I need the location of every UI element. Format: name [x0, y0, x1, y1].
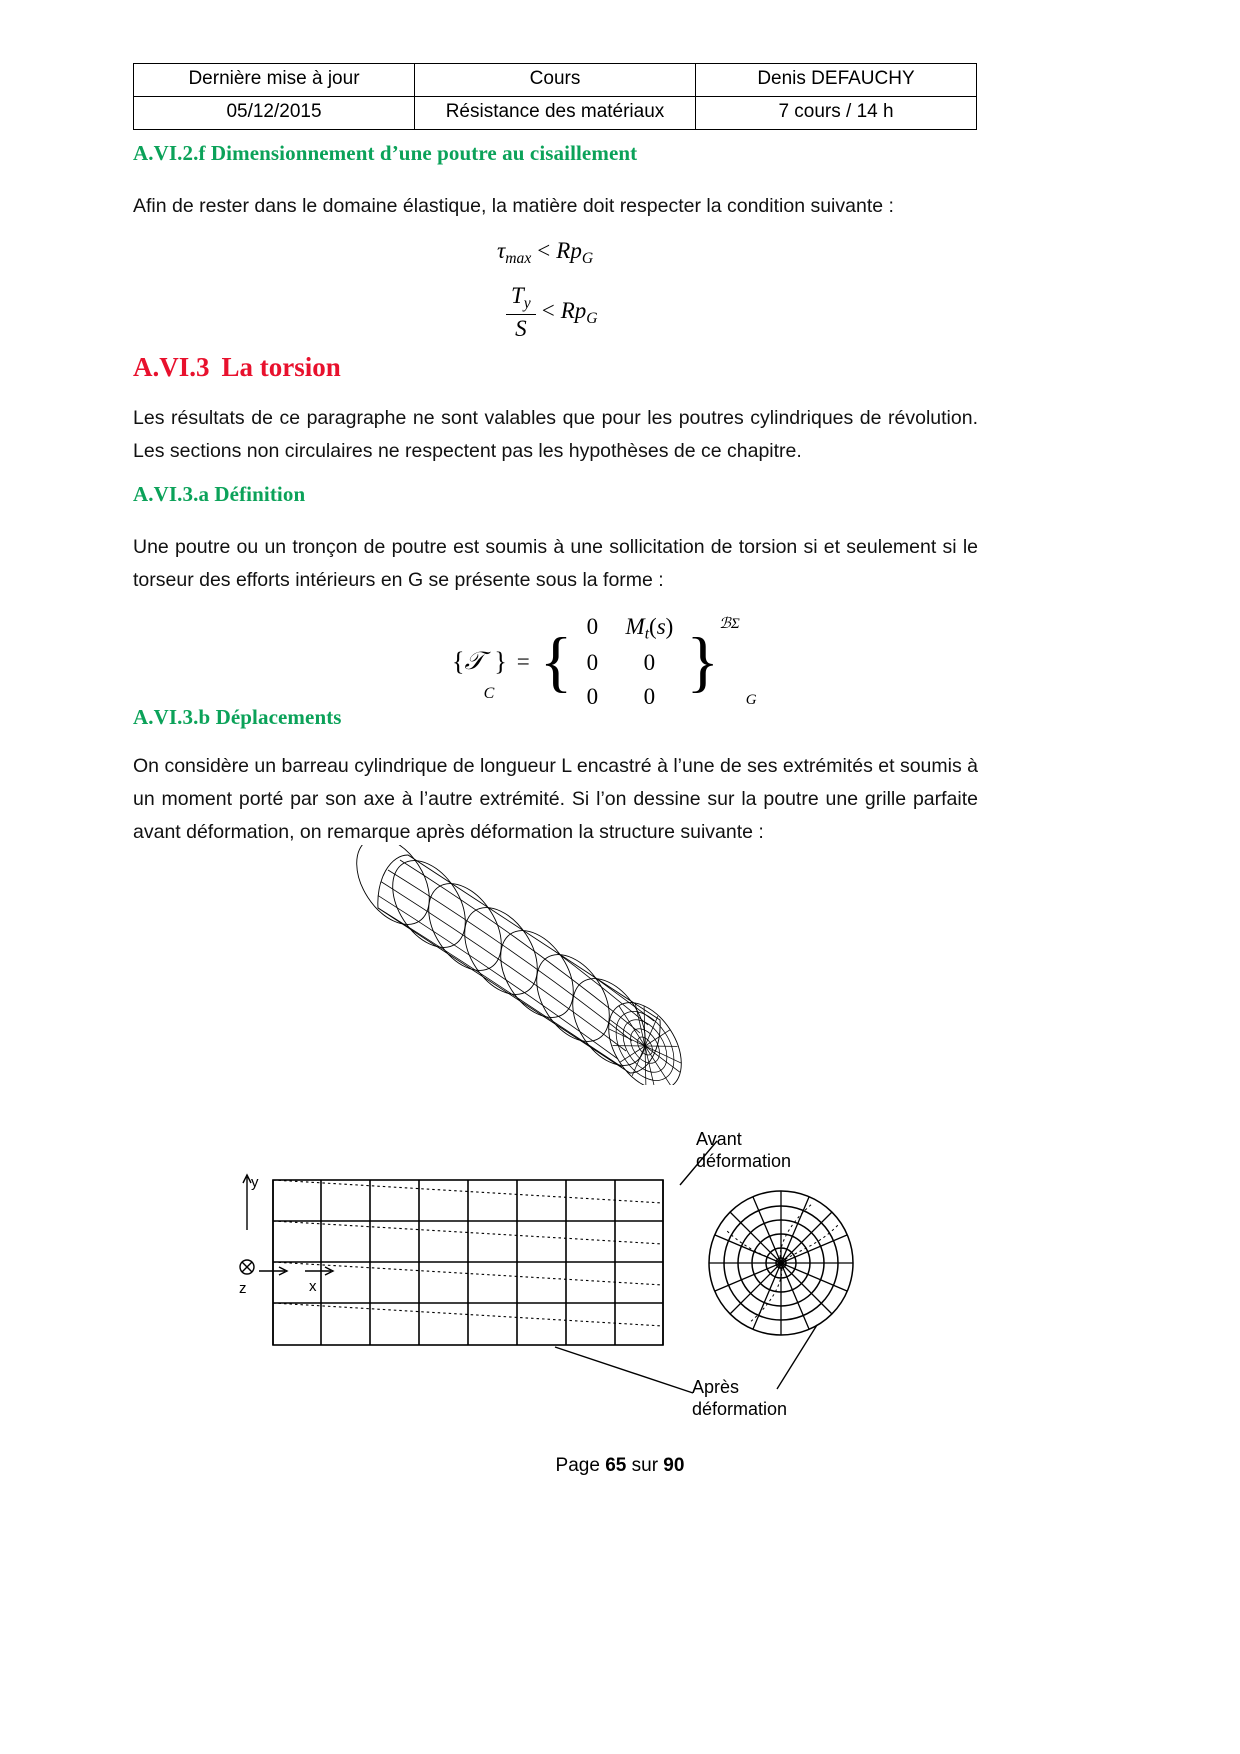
- matrix-cell-1-0: 0: [586, 650, 599, 676]
- formula-tau-max: [497, 238, 593, 268]
- matrix-row: [572, 680, 686, 713]
- fraction-numerator-symbol: T: [511, 283, 524, 308]
- header-cell-course-name: Résistance des matériaux: [415, 96, 696, 129]
- grid-deformation-svg: [225, 1125, 905, 1425]
- formula2-operator: <: [541, 297, 555, 323]
- heading-la-torsion: [133, 352, 341, 383]
- matrix-equals: =: [516, 648, 530, 674]
- document-header-table: [133, 63, 977, 130]
- header-cell-update-label: Dernière mise à jour: [134, 64, 415, 97]
- fraction-numerator-subscript: y: [523, 295, 531, 312]
- heading-definition: A.VI.3.a Définition: [133, 482, 306, 506]
- footer-middle: sur: [626, 1455, 664, 1476]
- header-cell-author: Denis DEFAUCHY: [696, 64, 977, 97]
- formula-tau-symbol: τ: [497, 238, 506, 263]
- matrix-lhs-close-brace: }: [494, 646, 507, 676]
- formula-rhs: Rp: [556, 238, 582, 263]
- header-cell-course-label: Cours: [415, 64, 696, 97]
- label-apres-line2: déformation: [692, 1399, 788, 1419]
- header-cell-update-date: 05/12/2015: [134, 96, 415, 129]
- label-avant-line1: Avant: [696, 1129, 742, 1149]
- matrix-cells: [572, 610, 686, 713]
- matrix-lhs-open-brace: {: [452, 646, 465, 676]
- header-cell-hours: 7 cours / 14 h: [696, 96, 977, 129]
- fraction-numerator: [506, 283, 536, 315]
- heading-deplacements: A.VI.3.b Déplacements: [133, 705, 342, 729]
- axis-label-z: z: [239, 1280, 247, 1297]
- paragraph-definition-torsion: Une poutre ou un tronçon de poutre est soumis à une sollicitation de torsion si et seulement si le torseur des efforts intérieurs en G se présente sous la forme :: [133, 536, 978, 591]
- axis-label-x: x: [309, 1278, 317, 1295]
- formula-operator: <: [537, 238, 551, 263]
- heading-dimensionnement-cisaillement: A.VI.2.f Dimensionnement d’une poutre au cisaillement: [133, 141, 638, 165]
- heading-number: A.VI.3: [133, 352, 210, 382]
- paragraph-condition-elastique: Afin de rester dans le domaine élastique, la matière doit respecter la condition suivante :: [133, 195, 894, 217]
- formula-torsor-matrix: [452, 610, 757, 713]
- matrix-cell-2-0: 0: [586, 683, 599, 709]
- fraction-denominator: S: [515, 316, 527, 341]
- formula-ty-over-s: [506, 283, 598, 342]
- label-apres-line1: Après: [692, 1377, 740, 1397]
- heading-title: La torsion: [221, 352, 341, 382]
- formula2-rhs-subscript: G: [586, 309, 598, 327]
- paragraph-torsion-intro: Les résultats de ce paragraphe ne sont valables que pour les poutres cylindriques de révolution. Les sections non circulaires ne respectent pas les hypothèses de ce chapitre.: [133, 407, 978, 462]
- paragraph-deplacements: On considère un barreau cylindrique de longueur L encastré à l’une de ses extrémités et soumis à un moment porté par son axe à l’autre extrémité. Si l’on dessine sur la poutre une grille parfaite avant déformation, on remarque après déformation la structure suivante :: [133, 755, 978, 843]
- label-avant-deformation: [696, 1128, 791, 1172]
- matrix-basis-superscript: ℬΣ: [719, 616, 740, 632]
- fraction-ty-s: [506, 283, 536, 342]
- footer-page-number: 65: [605, 1455, 627, 1476]
- formula-tau-subscript: max: [505, 250, 532, 267]
- cylinder-torsion-svg: [330, 845, 750, 1085]
- figure-grid-deformation: [225, 1125, 905, 1425]
- formula-rhs-subscript: G: [581, 250, 594, 267]
- matrix-cell-0-1: $M_t(s)$: [625, 614, 674, 643]
- axis-label-y: y: [251, 1174, 259, 1191]
- matrix-lhs-symbol: 𝒯: [464, 647, 484, 675]
- label-avant-line2: déformation: [696, 1151, 792, 1171]
- page-footer: [0, 1455, 1240, 1477]
- matrix-cell-1-1: 0: [643, 650, 656, 676]
- figure-cylinder-3d: [330, 845, 750, 1085]
- matrix-open-brace: {: [539, 622, 573, 699]
- formula2-rhs: Rp: [560, 297, 587, 323]
- matrix-lhs-subscript: C: [483, 685, 495, 703]
- matrix-point-subscript: G: [745, 692, 757, 709]
- table-row: [134, 96, 977, 129]
- footer-total-pages: 90: [663, 1455, 685, 1476]
- matrix-cell-2-1: 0: [643, 683, 656, 709]
- footer-prefix: Page: [555, 1455, 606, 1476]
- table-row: [134, 64, 977, 97]
- matrix-cell-0-0: 0: [586, 614, 599, 639]
- matrix-close-brace: }: [686, 622, 720, 699]
- matrix-row: [572, 610, 686, 646]
- label-apres-deformation: [692, 1376, 787, 1420]
- matrix-row: [572, 646, 686, 679]
